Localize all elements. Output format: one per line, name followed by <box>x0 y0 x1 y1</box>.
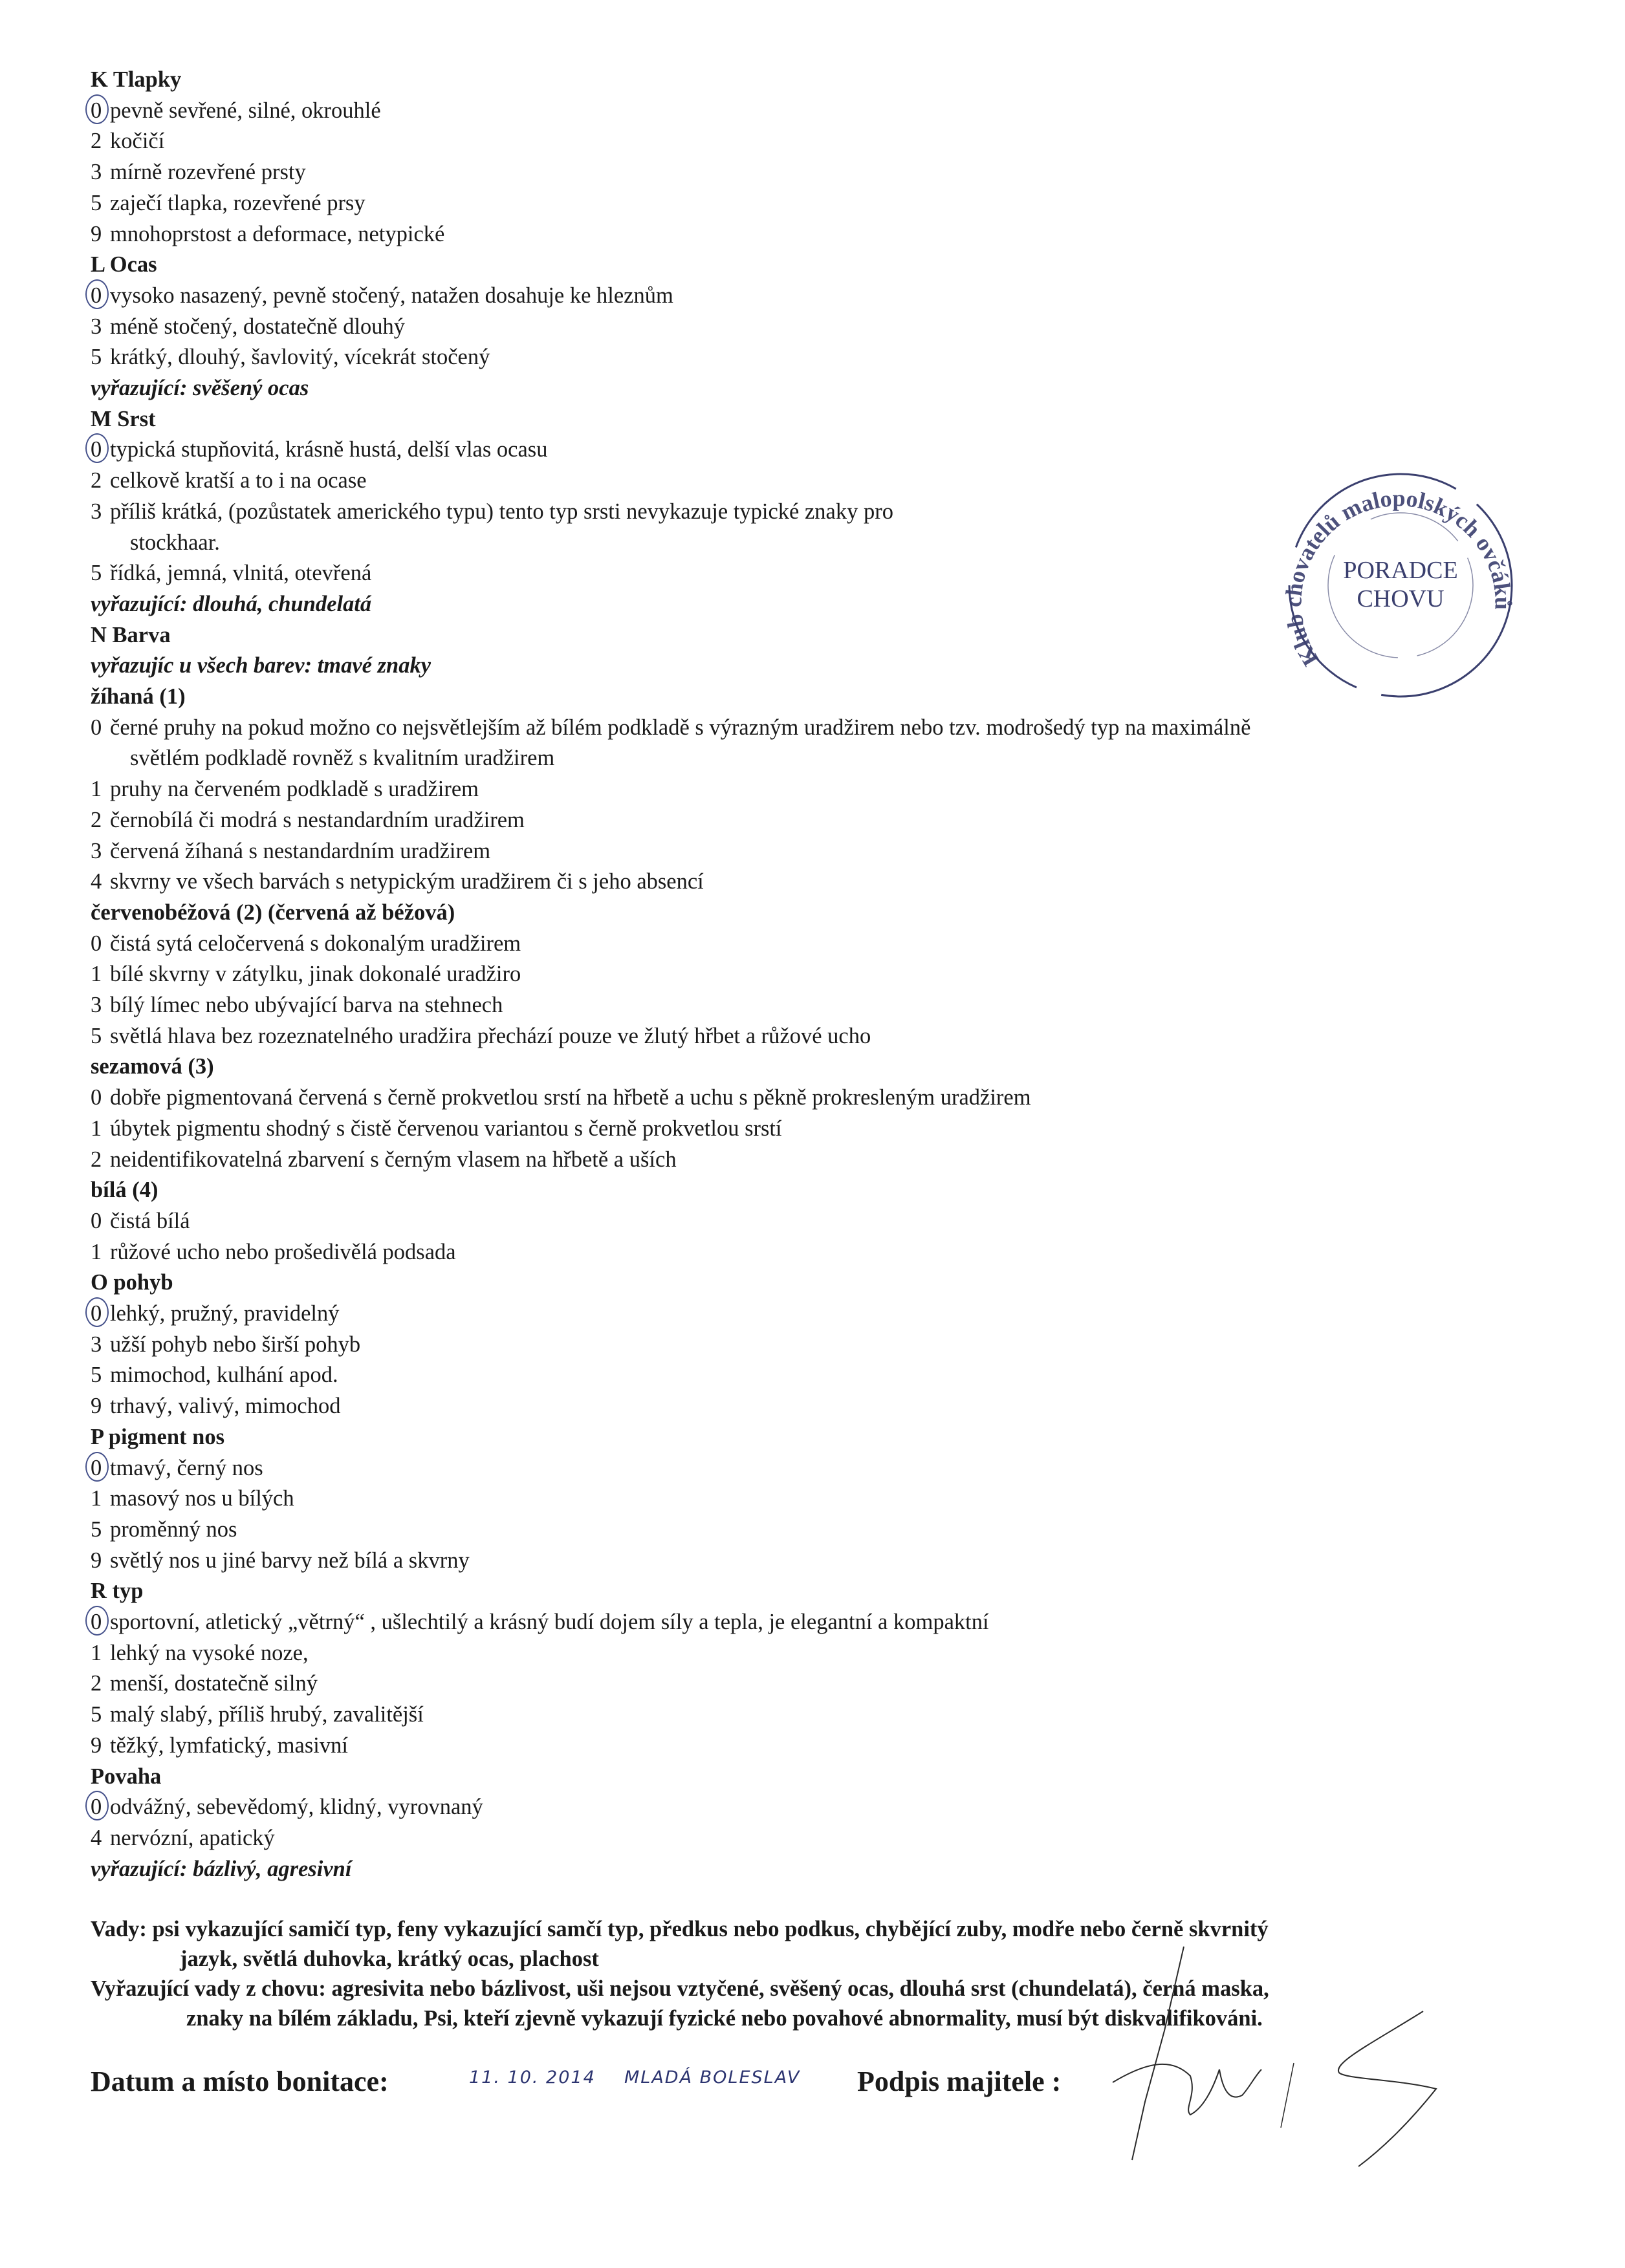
text-line <box>91 1515 237 1546</box>
line-number: 5 <box>91 1023 102 1048</box>
text-line <box>91 682 186 713</box>
text-line <box>91 589 371 620</box>
text-line <box>91 188 365 219</box>
text-line <box>91 1576 143 1607</box>
line-number: 0 <box>91 1208 102 1233</box>
line-text: Povaha <box>91 1764 162 1789</box>
line-number: 0 <box>91 931 102 956</box>
text-line <box>91 1607 989 1638</box>
text-line <box>91 651 431 682</box>
text-line <box>91 1237 456 1268</box>
line-number: 0 <box>91 437 102 462</box>
line-text: N Barva <box>91 622 171 647</box>
circled-score-mark <box>85 1606 109 1636</box>
line-number: 0 <box>91 1085 102 1110</box>
text-line <box>91 959 521 990</box>
line-text: vysoko nasazený, pevně stočený, natažen dosahuje ke hleznům <box>110 283 673 308</box>
line-text: čistá bílá <box>110 1208 190 1233</box>
circled-score-mark <box>85 94 109 124</box>
line-text: trhavý, valivý, mimochod <box>110 1394 341 1419</box>
text-line <box>91 620 171 651</box>
text-line <box>91 1114 782 1145</box>
circled-score-mark <box>85 1452 109 1482</box>
line-number: 9 <box>91 1548 102 1573</box>
handwritten-place: MLADÁ BOLESLAV <box>624 2068 801 2088</box>
text-line <box>91 836 490 867</box>
line-number: 3 <box>91 1332 102 1357</box>
text-line <box>91 1175 158 1206</box>
text-line <box>91 1052 214 1083</box>
line-text: pruhy na červeném podkladě s uradžirem <box>110 777 479 802</box>
line-number: 5 <box>91 561 102 586</box>
line-text: odvážný, sebevědomý, klidný, vyrovnaný <box>110 1795 483 1820</box>
line-text: lehký na vysoké noze, <box>110 1640 309 1665</box>
line-number: 0 <box>91 1610 102 1634</box>
text-line <box>91 1792 483 1823</box>
line-text: těžký, lymfatický, masivní <box>110 1733 348 1758</box>
line-text: vyřazující: dlouhá, chundelatá <box>91 591 372 616</box>
text-line <box>91 466 367 497</box>
line-text: M Srst <box>91 406 156 431</box>
text-line <box>91 990 503 1021</box>
text-line <box>91 1021 871 1052</box>
line-text: světlý nos u jiné barvy než bílá a skvrny <box>110 1548 470 1573</box>
text-line <box>91 1731 348 1762</box>
line-number: 5 <box>91 1702 102 1727</box>
line-number: 5 <box>91 345 102 370</box>
line-text: celkově kratší a to i na ocase <box>110 468 367 493</box>
stamp-ring-text: Klub chovatelů malopolských ovčáků <box>1281 485 1516 671</box>
line-number: 3 <box>91 499 102 524</box>
text-line <box>91 1453 263 1484</box>
text-line <box>91 1206 190 1237</box>
line-text: dobře pigmentovaná červená s černě prokvetlou srstí na hřbetě a uchu s pěkně prokresleným uradžirem <box>110 1085 1031 1110</box>
text-line <box>91 1546 470 1577</box>
text-line <box>91 1391 340 1422</box>
line-text: méně stočený, dostatečně dlouhý <box>110 314 406 339</box>
line-text: neidentifikovatelná zbarvení s černým vlasem na hřbetě a uších <box>110 1147 677 1172</box>
text-line <box>91 929 521 960</box>
line-number: 9 <box>91 1733 102 1758</box>
text-line <box>91 1360 338 1391</box>
text-line <box>91 1145 677 1176</box>
circled-score-mark <box>85 279 109 309</box>
podpis-label: Podpis majitele : <box>857 2066 1062 2097</box>
line-number: 9 <box>91 1394 102 1419</box>
line-number: 1 <box>91 1116 102 1141</box>
text-line <box>91 1638 309 1669</box>
line-text: žíhaná (1) <box>91 684 186 709</box>
text-line <box>91 404 156 435</box>
text-line <box>91 867 704 898</box>
line-text: masový nos u bílých <box>110 1486 294 1511</box>
line-number: 2 <box>91 1147 102 1172</box>
line-number: 5 <box>91 190 102 215</box>
line-text: čistá sytá celočervená s dokonalým uradžirem <box>110 931 521 956</box>
vady-line-2: jazyk, světlá duhovka, krátký ocas, plachost <box>180 1947 599 1971</box>
line-number: 1 <box>91 1640 102 1665</box>
line-text: černé pruhy na pokud možno co nejsvětlejším až bílém podkladě s výrazným uradžirem nebo tzv. modrošedý typ na maximálně <box>110 715 1251 740</box>
line-text: užší pohyb nebo širší pohyb <box>110 1332 361 1357</box>
line-number: 1 <box>91 962 102 987</box>
vady-line-1: Vady: psi vykazující samičí typ, feny vykazující samčí typ, předkus nebo podkus, chybějící zuby, modře nebo černě skvrnitý <box>91 1917 1269 1941</box>
line-text: K Tlapky <box>91 67 182 92</box>
line-number: 1 <box>91 777 102 802</box>
line-text: černobílá či modrá s nestandardním uradžirem <box>110 807 525 832</box>
text-line <box>91 157 306 188</box>
text-line <box>130 743 554 774</box>
line-text: bílá (4) <box>91 1178 158 1203</box>
text-line <box>91 774 479 805</box>
line-text: červená žíhaná s nestandardním uradžirem <box>110 838 491 863</box>
text-line <box>91 1823 275 1854</box>
text-line <box>91 1422 224 1453</box>
signature-scribble-icon <box>1035 1934 1449 2179</box>
text-line <box>91 373 309 404</box>
handwritten-date: 11. 10. 2014 <box>469 2068 596 2088</box>
vyrazujici-line-2: znaky na bílém základu, Psi, kteří zjevně vykazují fyzické nebo povahové abnormality, musí být diskvalifikováni. <box>186 2006 1263 2031</box>
line-number: 0 <box>91 98 102 123</box>
vyrazujici-line-1: Vyřazující vady z chovu: agresivita nebo bázlivost, uši nejsou vztyčené, svěšený ocas, dlouhá srst (chundelatá), černá maska, <box>91 1976 1269 2001</box>
line-number: 3 <box>91 160 102 185</box>
line-number: 5 <box>91 1363 102 1388</box>
club-stamp <box>1281 466 1520 705</box>
stamp-center-line2: CHOVU <box>1357 585 1445 612</box>
line-text: vyřazující: svěšený ocas <box>91 376 309 400</box>
text-line <box>91 435 547 466</box>
line-text: nervózní, apatický <box>110 1825 275 1850</box>
line-text: světlá hlava bez rozeznatelného uradžira přechází pouze ve žlutý hřbet a růžové ucho <box>110 1023 871 1048</box>
line-text: pevně sevřené, silné, okrouhlé <box>110 98 381 123</box>
line-text: P pigment nos <box>91 1424 225 1449</box>
line-text: bílé skvrny v zátylku, jinak dokonalé uradžiro <box>110 962 521 987</box>
line-number: 3 <box>91 993 102 1017</box>
line-text: červenobéžová (2) (červená až béžová) <box>91 900 455 925</box>
text-line <box>91 250 157 281</box>
circled-score-mark <box>85 1791 109 1820</box>
line-text: proměnný nos <box>110 1517 237 1542</box>
line-text: menší, dostatečně silný <box>110 1671 318 1696</box>
line-number: 2 <box>91 1671 102 1696</box>
text-line <box>91 1083 1031 1114</box>
text-line <box>91 1854 351 1885</box>
line-number: 4 <box>91 869 102 894</box>
text-line <box>91 497 893 528</box>
stamp-center-line1: PORADCE <box>1343 557 1458 584</box>
line-text: krátký, dlouhý, šavlovitý, vícekrát stočený <box>110 345 490 370</box>
line-text: L Ocas <box>91 252 157 277</box>
line-text: růžové ucho nebo prošedivělá podsada <box>110 1239 456 1264</box>
line-text: zaječí tlapka, rozevřené prsy <box>110 190 365 215</box>
text-line <box>91 1330 360 1361</box>
line-text: lehký, pružný, pravidelný <box>110 1301 340 1326</box>
line-number: 4 <box>91 1825 102 1850</box>
line-text: sportovní, atletický „větrný“ , ušlechtilý a krásný budí dojem síly a tepla, je elegantní a kompaktní <box>110 1610 989 1634</box>
line-number: 0 <box>91 715 102 740</box>
text-line <box>130 528 220 559</box>
line-text: příliš krátká, (pozůstatek amerického typu) tento typ srsti nevykazuje typické znaky pro <box>110 499 893 524</box>
line-text: úbytek pigmentu shodný s čistě červenou variantou s černě prokvetlou srstí <box>110 1116 782 1141</box>
line-text: mnohoprstost a deformace, netypické <box>110 221 445 246</box>
text-line <box>91 713 1250 744</box>
text-line <box>91 805 525 836</box>
text-line <box>91 126 164 157</box>
text-line <box>91 1762 161 1793</box>
text-line <box>91 1299 339 1330</box>
line-text: tmavý, černý nos <box>110 1455 263 1480</box>
datum-label: Datum a místo bonitace: <box>91 2066 389 2097</box>
line-number: 3 <box>91 314 102 339</box>
line-text: O pohyb <box>91 1270 173 1295</box>
line-text: řídká, jemná, vlnitá, otevřená <box>110 561 372 586</box>
text-line <box>91 219 444 250</box>
line-text: mimochod, kulhání apod. <box>110 1363 338 1388</box>
line-text: R typ <box>91 1579 144 1604</box>
line-text: vyřazující: bázlivý, agresivní <box>91 1856 352 1881</box>
line-number: 2 <box>91 468 102 493</box>
line-text: bílý límec nebo ubývající barva na stehnech <box>110 993 503 1017</box>
line-text: sezamová (3) <box>91 1054 214 1079</box>
line-number: 0 <box>91 283 102 308</box>
text-line <box>91 1484 294 1515</box>
line-number: 0 <box>91 1301 102 1326</box>
text-line <box>91 65 181 96</box>
line-text: malý slabý, příliš hrubý, zavalitější <box>110 1702 424 1727</box>
line-number: 9 <box>91 221 102 246</box>
line-number: 0 <box>91 1795 102 1820</box>
line-number: 0 <box>91 1455 102 1480</box>
text-line <box>91 1669 318 1700</box>
circled-score-mark <box>85 1297 109 1327</box>
line-text: kočičí <box>110 129 165 154</box>
text-line <box>91 1700 424 1731</box>
line-number: 1 <box>91 1239 102 1264</box>
text-line <box>91 1268 173 1299</box>
line-text: světlém podkladě rovněž s kvalitním uradžirem <box>130 746 555 771</box>
line-text: stockhaar. <box>130 530 220 555</box>
text-line <box>91 96 381 127</box>
line-number: 3 <box>91 838 102 863</box>
text-line <box>91 312 405 343</box>
text-line <box>91 558 371 589</box>
text-line <box>91 281 673 312</box>
line-text: mírně rozevřené prsty <box>110 160 306 185</box>
text-line <box>91 898 455 929</box>
line-text: skvrny ve všech barvách s netypickým uradžirem či s jeho absencí <box>110 869 704 894</box>
line-number: 2 <box>91 129 102 154</box>
line-number: 1 <box>91 1486 102 1511</box>
line-number: 2 <box>91 807 102 832</box>
text-line <box>91 342 490 373</box>
line-number: 5 <box>91 1517 102 1542</box>
line-text: typická stupňovitá, krásně hustá, delší vlas ocasu <box>110 437 548 462</box>
line-text: vyřazujíc u všech barev: tmavé znaky <box>91 653 431 678</box>
